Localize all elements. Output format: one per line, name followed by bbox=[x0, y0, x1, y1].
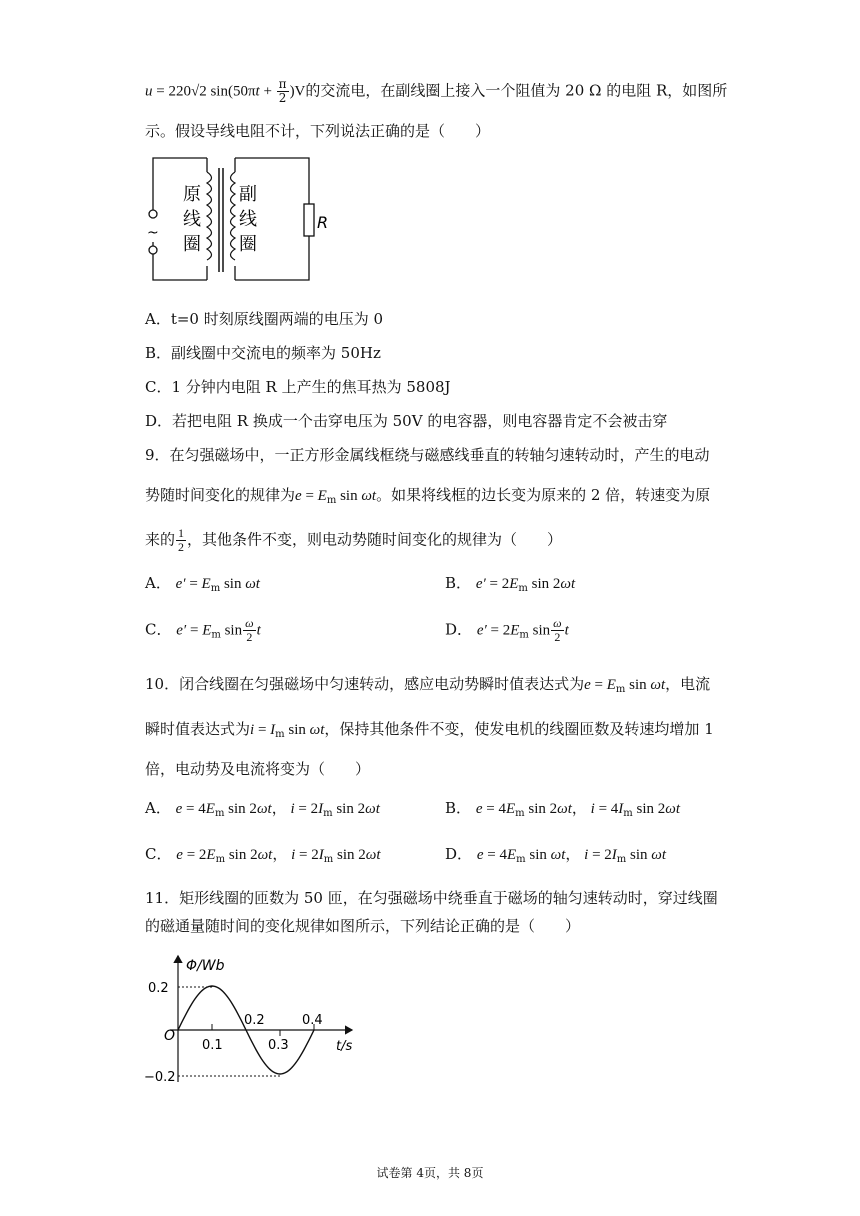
y-axis-label: Φ/Wb bbox=[186, 958, 225, 974]
y-tick-pos: 0.2 bbox=[148, 981, 169, 996]
q8-option-d: D．若把电阻 R 换成一个击穿电压为 50V 的电容器，则电容器肯定不会被击穿 bbox=[145, 412, 668, 430]
transformer-diagram bbox=[145, 152, 345, 287]
q9-option-a: A． $e' = E_m$ sin ωt bbox=[145, 574, 260, 594]
q10-stem-line1: 10．闭合线圈在匀强磁场中匀速转动，感应电动势瞬时值表达式为$e = E_m$ sin ωt，电流 bbox=[145, 675, 711, 695]
x-tick-0.4: 0.4 bbox=[302, 1013, 323, 1028]
primary-char-1: 原 bbox=[183, 184, 201, 205]
q9-option-b: B． $e' = 2E_m$ sin 2ωt bbox=[445, 574, 576, 594]
q8-formula-line: u = 220√2 sin(50πt + $\frac{\pi}{2}$ )V的交流电，在副线圈上接入一个阻值为 20 Ω 的电阻 R，如图所 bbox=[145, 77, 728, 105]
page-footer: 试卷第 4页，共 8页 bbox=[376, 1166, 484, 1180]
q8-voltage-formula: u bbox=[145, 83, 153, 100]
secondary-char-3: 圈 bbox=[239, 234, 257, 255]
q10-option-a: A． $e = 4E_m$ sin 2ωt， $i = 2I_m$ sin 2ωt bbox=[145, 799, 380, 819]
ac-symbol: ~ bbox=[147, 225, 159, 241]
origin-label: O bbox=[164, 1028, 176, 1044]
x-tick-0.2: 0.2 bbox=[244, 1013, 265, 1028]
q11-stem-line1: 11．矩形线圈的匝数为 50 匝，在匀强磁场中绕垂直于磁场的轴匀速转动时，穿过线圈 bbox=[145, 889, 718, 907]
q9-option-c: C． $e' = E_m$ sin $\frac{\omega}{2}$ t bbox=[145, 616, 261, 644]
q8-intro-text: 的交流电，在副线圈上接入一个阻值为 20 Ω 的电阻 R，如图所 bbox=[305, 81, 728, 100]
y-tick-neg: −0.2 bbox=[144, 1070, 176, 1085]
q10-stem-line3: 倍，电动势及电流将变为（ ） bbox=[145, 760, 371, 778]
q8-option-c: C．1 分钟内电阻 R 上产生的焦耳热为 5808J bbox=[145, 378, 451, 396]
q10-stem-line2: 瞬时值表达式为$i = I_m$ sin ωt，保持其他条件不变，使发电机的线圈匝数及转速均增加 1 bbox=[145, 720, 714, 740]
q8-option-a: A．t=0 时刻原线圈两端的电压为 0 bbox=[145, 310, 384, 328]
secondary-char-2: 线 bbox=[239, 209, 257, 230]
q10-option-d: D． $e = 4E_m$ sin ωt， $i = 2I_m$ sin ωt bbox=[445, 845, 667, 865]
x-tick-0.1: 0.1 bbox=[202, 1038, 223, 1053]
q9-stem-line3: 来的 $\frac{1}{2}$ ，其他条件不变，则电动势随时间变化的规律为（ ） bbox=[145, 526, 563, 554]
q8-option-b: B．副线圈中交流电的频率为 50Hz bbox=[145, 344, 381, 362]
flux-graph bbox=[140, 950, 370, 1090]
primary-char-3: 圈 bbox=[183, 234, 201, 255]
resistor bbox=[304, 204, 314, 236]
secondary-char-1: 副 bbox=[239, 184, 257, 205]
primary-char-2: 线 bbox=[183, 209, 201, 230]
q10-option-c: C． $e = 2E_m$ sin 2ωt， $i = 2I_m$ sin 2ωt bbox=[145, 845, 381, 865]
q9-stem-line1: 9．在匀强磁场中，一正方形金属线框绕与磁感线垂直的转轴匀速转动时，产生的电动 bbox=[145, 446, 710, 464]
q10-option-b: B． $e = 4E_m$ sin 2ωt， $i = 4I_m$ sin 2ωt bbox=[445, 799, 681, 819]
q9-stem-line2: 势随时间变化的规律为$e = E_m$ sin ωt。如果将线框的边长变为原来的 2 倍，转速变为原 bbox=[145, 486, 711, 506]
q11-stem-line2: 的磁通量随时间的变化规律如图所示，下列结论正确的是（ ） bbox=[145, 917, 581, 935]
q8-intro-line2: 示。假设导线电阻不计，下列说法正确的是（ ） bbox=[145, 122, 491, 140]
q9-option-d: D． $e' = 2E_m$ sin $\frac{\omega}{2}$ t bbox=[445, 616, 569, 644]
resistor-label: R bbox=[317, 213, 329, 232]
x-axis-label: t/s bbox=[336, 1039, 353, 1054]
x-tick-0.3: 0.3 bbox=[268, 1038, 289, 1053]
